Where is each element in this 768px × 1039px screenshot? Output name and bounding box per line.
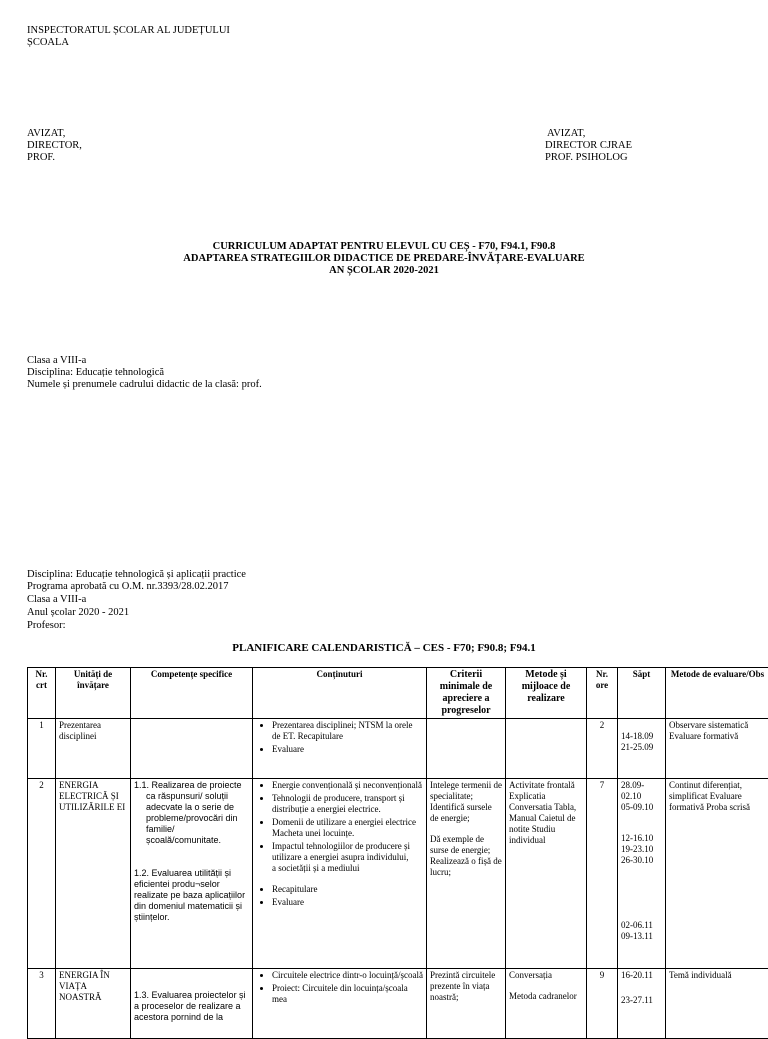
row1-continuturi (253, 719, 427, 779)
sapt-value: 12-16.10 (621, 833, 662, 844)
list-item: • Proiect: Circuitele din locuința/școala mea (272, 983, 423, 1005)
info1-clasa: Clasa a VIII-a (27, 355, 86, 367)
sapt-value: 23-27.11 (621, 995, 662, 1006)
table-row (28, 719, 768, 779)
row1-evaluare: Observare sistematică Evaluare formativă (666, 719, 768, 779)
row3-competente (131, 969, 253, 1039)
sapt-value: 16-20.11 (621, 970, 662, 981)
info2-clasa: Clasa a VIII-a (27, 594, 86, 606)
row1-nr: 1 (28, 719, 56, 779)
title-line-3: AN ȘCOLAR 2020-2021 (0, 265, 768, 277)
list-item-text: Impactul tehnologiilor de producere și utilizare a energiei asupra individului, (272, 841, 410, 862)
row3-nr: 3 (28, 969, 56, 1039)
row2-competente (131, 779, 253, 969)
header-evaluare: Metode de evaluare/Obs (666, 668, 768, 719)
row1-ore: 2 (587, 719, 618, 779)
sapt-value: 02-06.11 (621, 920, 662, 931)
header-scoala: ȘCOALA (27, 37, 69, 49)
aviz-right-3: PROF. PSIHOLOG (545, 152, 628, 164)
metoda: Metoda cadranelor (509, 991, 583, 1002)
info2-profesor: Profesor: (27, 620, 66, 632)
criteriu: Realizează o fișă de lucru; (430, 856, 502, 878)
list-item-text: a societății și a mediului (272, 863, 359, 873)
list-item: • Evaluare (272, 897, 423, 908)
row3-continuturi (253, 969, 427, 1039)
sapt-value: 14-18.09 (621, 731, 662, 742)
header-inspectorat: INSPECTORATUL ȘCOLAR AL JUDEȚULUI (27, 25, 230, 37)
header-metode: Metode și mijloace de realizare (506, 668, 587, 719)
list-item-text: Macheta unei locuințe. (272, 828, 354, 838)
list-item: • Tehnologii de producere, transport și distribuție a energiei electrice. (272, 793, 423, 815)
list-item-text: Domenii de utilizare a energiei electrice (272, 817, 416, 827)
sapt-value: 21-25.09 (621, 742, 662, 753)
list-item: • Evaluare (272, 744, 423, 755)
aviz-right-2: DIRECTOR CJRAE (545, 140, 632, 152)
row3-sapt (618, 969, 666, 1039)
sapt-value: 26-30.10 (621, 855, 662, 866)
row1-criterii (427, 719, 506, 779)
competenta-1-1: 1.1. Realizarea de proiecte ca răspunsuri/ soluții adecvate la o serie de probleme/provocări din familie/școală/comunitate. (134, 780, 249, 846)
aviz-left-1: AVIZAT, (27, 128, 65, 140)
row2-unitate: ENERGIA ELECTRICĂ ȘI UTILIZĂRILE EI (56, 779, 131, 969)
row1-metode (506, 719, 587, 779)
aviz-left-2: DIRECTOR, (27, 140, 82, 152)
criteriu: Dă exemple de surse de energie; (430, 834, 502, 856)
aviz-right-1: AVIZAT, (547, 128, 585, 140)
header-ore: Nr. ore (587, 668, 618, 719)
info2-an: Anul școlar 2020 - 2021 (27, 607, 129, 619)
header-competente: Competențe specifice (131, 668, 253, 719)
row1-sapt (618, 719, 666, 779)
list-item: • Recapitulare (272, 884, 423, 895)
sapt-value: 19-23.10 (621, 844, 662, 855)
row2-nr: 2 (28, 779, 56, 969)
plan-title: PLANIFICARE CALENDARISTICĂ – CES - F70; F90.8; F94.1 (0, 642, 768, 654)
row3-metode (506, 969, 587, 1039)
row2-metode: Activitate frontală Explicatia Conversatia Tabla, Manual Caietul de notite Studiu individual (506, 779, 587, 969)
criteriu: Intelege termenii de specialitate; (430, 780, 502, 802)
table-row (28, 779, 768, 969)
table-row (28, 969, 768, 1039)
info2-programa: Programa aprobată cu O.M. nr.3393/28.02.2017 (27, 581, 229, 593)
row2-ore: 7 (587, 779, 618, 969)
header-continuturi: Conținuturi (253, 668, 427, 719)
title-line-1: CURRICULUM ADAPTAT PENTRU ELEVUL CU CEȘ - F70, F94.1, F90.8 (0, 241, 768, 253)
row2-criterii (427, 779, 506, 969)
header-sapt: Săpt (618, 668, 666, 719)
list-item: • Circuitele electrice dintr-o locuință/școală (272, 970, 423, 981)
row1-competente (131, 719, 253, 779)
header-unitati: Unități de învățare (56, 668, 131, 719)
row3-unitate: ENERGIA ÎN VIAȚA NOASTRĂ (56, 969, 131, 1039)
header-nr: Nr. crt (28, 668, 56, 719)
list-item (272, 817, 423, 839)
criteriu: Identifică sursele de energie; (430, 802, 502, 824)
aviz-left-3: PROF. (27, 152, 55, 164)
sapt-value: 05-09.10 (621, 802, 662, 813)
competenta-1-2: 1.2. Evaluarea utilității și eficientei produ¬selor realizate pe baza aplicațiilor din domeniul matematicii și științelor. (134, 868, 249, 923)
row1-unitate: Prezentarea disciplinei (56, 719, 131, 779)
row3-criterii: Prezintă circuitele prezente în viața noastră; (427, 969, 506, 1039)
title-line-2: ADAPTAREA STRATEGIILOR DIDACTICE DE PREDARE-ÎNVĂȚARE-EVALUARE (0, 253, 768, 265)
row2-evaluare: Continut diferențiat, simplificat Evaluare formativă Proba scrisă (666, 779, 768, 969)
info1-disciplina: Disciplina: Educație tehnologică (27, 367, 164, 379)
info1-cadru: Numele și prenumele cadrului didactic de la clasă: prof. (27, 379, 262, 391)
table-header-row (28, 668, 768, 719)
competenta-1-3: 1.3. Evaluarea proiectelor și a proceselor de realizare a acestora pornind de la (134, 990, 249, 1023)
row3-evaluare: Temă individuală (666, 969, 768, 1039)
row2-continuturi (253, 779, 427, 969)
sapt-value: 28.09- (621, 780, 662, 791)
metoda: Conversația (509, 970, 583, 981)
row3-ore: 9 (587, 969, 618, 1039)
list-item (272, 841, 423, 874)
row2-sapt (618, 779, 666, 969)
list-item: • Prezentarea disciplinei; NTSM la orele de ET. Recapitulare (272, 720, 423, 742)
info2-disciplina: Disciplina: Educație tehnologică și aplicații practice (27, 569, 246, 581)
header-criterii: Criterii minimale de apreciere a progreselor (427, 668, 506, 719)
sapt-value: 02.10 (621, 791, 662, 802)
planning-table (27, 667, 768, 1039)
sapt-value: 09-13.11 (621, 931, 662, 942)
list-item: • Energie convențională și neconvențională (272, 780, 423, 791)
